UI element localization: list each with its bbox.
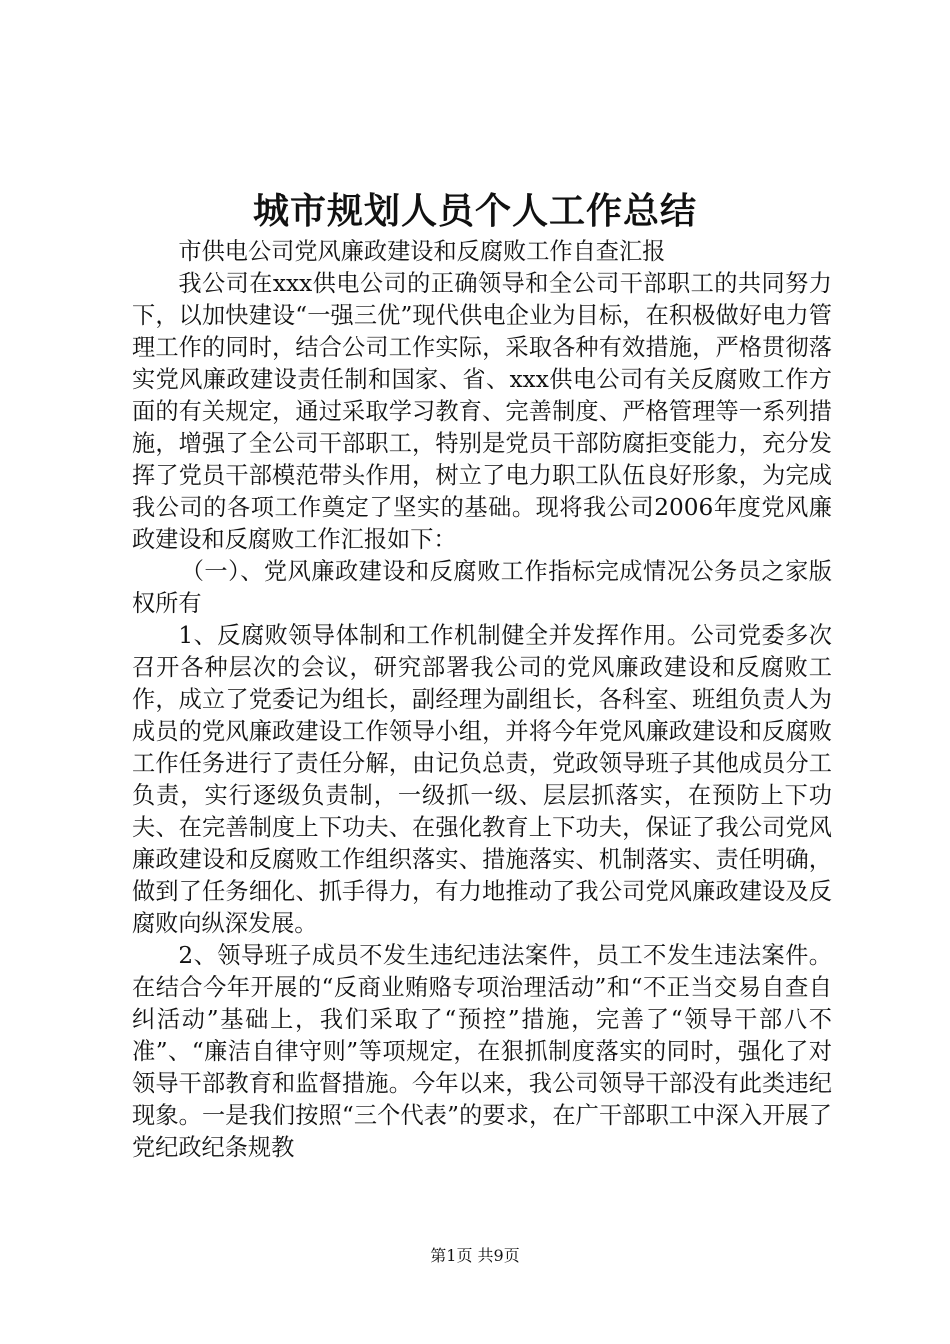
item-2-paragraph: 2、领导班子成员不发生违纪违法案件，员工不发生违法案件。在结合今年开展的“反商业贿赂专项治理活动”和“不正当交易自查自纠活动”基础上，我们采取了“预控”措施，完善了“领导干部八不准”、“廉洁自律守则”等项规定，在狠抓制度落实的同时，强化了对领导干部教育和监督措施。今年以来，我公司领导干部没有此类违纪现象。一是我们按照“三个代表”的要求，在广干部职工中深入开展了党纪政纪条规教 — [132, 942, 832, 1161]
document-title: 城市规划人员个人工作总结 — [252, 190, 697, 232]
intro-paragraph: 我公司在xxx供电公司的正确领导和全公司干部职工的共同努力下，以加快建设“一强三优”现代供电企业为目标，在积极做好电力管理工作的同时，结合公司工作实际，采取各种有效措施，严格贯彻落实党风廉政建设责任制和国家、省、xxx供电公司有关反腐败工作方面的有关规定，通过采取学习教育、完善制度、严格管理等一系列措施，增强了全公司干部职工，特别是党员干部防腐拒变能力，充分发挥了党员干部模范带头作用，树立了电力职工队伍良好形象，为完成我公司的各项工作奠定了坚实的基础。现将我公司2006年度党风廉政建设和反腐败工作汇报如下： — [132, 270, 832, 553]
item-1-paragraph: 1、反腐败领导体制和工作机制健全并发挥作用。公司党委多次召开各种层次的会议，研究部署我公司的党风廉政建设和反腐败工作，成立了党委记为组长，副经理为副组长，各科室、班组负责人为成员的党风廉政建设工作领导小组，并将今年党风廉政建设和反腐败工作任务进行了责任分解，由记负总责，党政领导班子其他成员分工负责，实行逐级负责制，一级抓一级、层层抓落实，在预防上下功夫、在完善制度上下功夫、在强化教育上下功夫，保证了我公司党风廉政建设和反腐败工作组织落实、措施落实、机制落实、责任明确，做到了任务细化、抓手得力，有力地推动了我公司党风廉政建设及反腐败向纵深发展。 — [132, 622, 832, 937]
report-subtitle: 市供电公司党风廉政建设和反腐败工作自查汇报 — [178, 238, 666, 265]
document-body — [132, 236, 832, 1164]
section-heading: （一）、党风廉政建设和反腐败工作指标完成情况公务员之家版权所有 — [132, 558, 832, 617]
page-number-footer: 第1页 共9页 — [430, 1246, 520, 1265]
